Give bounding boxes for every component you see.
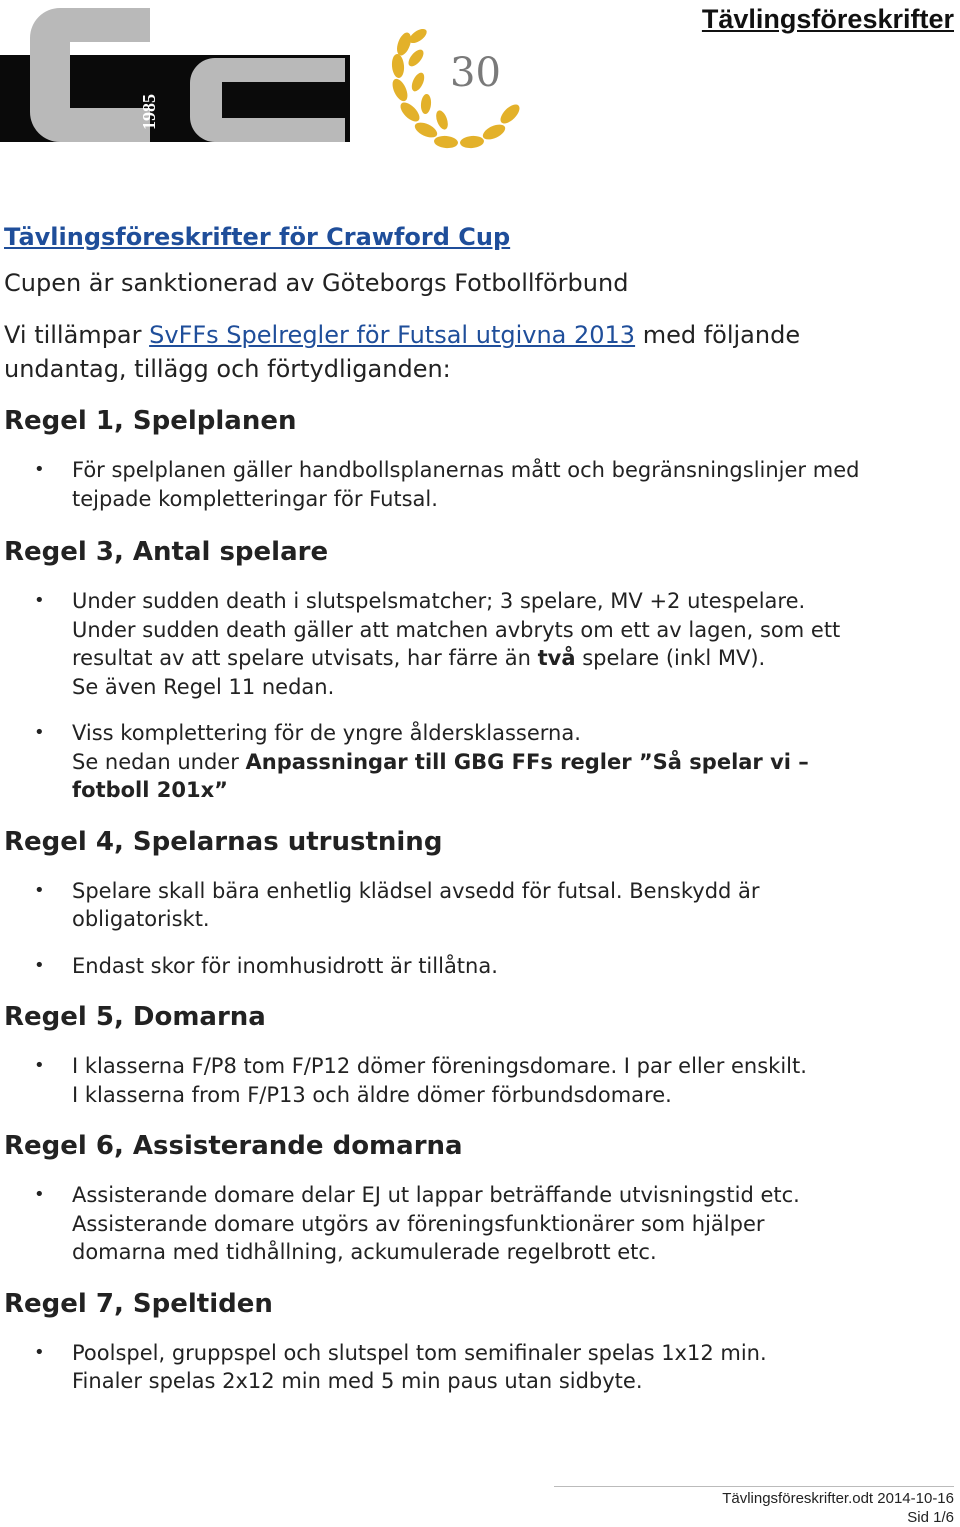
footer-file-date: Tävlingsföreskrifter.odt 2014-10-16	[722, 1490, 954, 1507]
list-item	[4, 1181, 954, 1267]
emphasis-text: två	[537, 646, 576, 670]
list-item-text: Spelare skall bära enhetlig klädsel avsedd för futsal. Benskydd är	[72, 878, 760, 903]
rules-link[interactable]: SvFFs Spelregler för Futsal utgivna 2013	[149, 321, 636, 349]
rule-4-heading: Regel 4, Spelarnas utrustning	[4, 826, 443, 857]
list-item-text: Se nedan under	[72, 749, 246, 774]
header-title: Tävlingsföreskrifter	[701, 4, 954, 34]
list-item-text: Assisterande domare utgörs av föreningsfunktionärer som hjälper	[72, 1211, 765, 1236]
rule-5-heading: Regel 5, Domarna	[4, 1002, 266, 1032]
bullet-icon: •	[34, 879, 45, 901]
rule-3-list	[4, 587, 954, 805]
list-item-text: Poolspel, gruppspel och slutspel tom semifinaler spelas 1x12 min.	[72, 1340, 767, 1365]
page-header	[0, 0, 960, 160]
rule-7-list	[4, 1339, 954, 1396]
bullet-icon: •	[34, 722, 45, 743]
list-item-text: Endast skor för inomhusidrott är tillåtna.	[72, 953, 498, 978]
list-item-text: spelare (inkl MV).	[575, 646, 766, 670]
emphasis-text: Anpassningar till GBG FFs regler ”Så spelar vi –	[245, 749, 809, 774]
apply-text-line2: undantag, tillägg och förtydliganden:	[4, 355, 451, 383]
apply-text: Vi tillämpar	[4, 321, 150, 349]
list-item	[4, 1052, 954, 1109]
logo-year: 1985	[139, 94, 159, 130]
rule-4-list	[4, 877, 954, 981]
list-item-text: domarna med tidhållning, ackumulerade regelbrott etc.	[72, 1240, 657, 1264]
list-item-text: Viss komplettering för de yngre åldersklasserna.	[72, 721, 581, 745]
bullet-icon: •	[34, 1055, 45, 1076]
bullet-icon: •	[34, 1184, 45, 1205]
list-item-text: Finaler spelas 2x12 min med 5 min paus utan sidbyte.	[72, 1369, 643, 1393]
club-logo	[0, 0, 350, 142]
list-item-text: För spelplanen gäller handbollsplanernas mått och begränsningslinjer med	[72, 458, 860, 482]
document-body	[4, 222, 954, 1396]
rule-5-list	[4, 1052, 954, 1109]
sanction-text: Cupen är sanktionerad av Göteborgs Fotbollförbund	[4, 269, 629, 297]
list-item	[4, 877, 954, 934]
rule-7-heading: Regel 7, Speltiden	[4, 1288, 273, 1319]
list-item-text: obligatoriskt.	[72, 907, 210, 931]
list-item-text: Under sudden death i slutspelsmatcher; 3 spelare, MV +2 utespelare.	[72, 589, 806, 613]
list-item-text: resultat av att spelare utvisats, har färre än	[72, 646, 538, 670]
apply-text-end: med följande	[635, 321, 801, 349]
bullet-icon: •	[34, 954, 45, 976]
list-item	[4, 456, 954, 513]
rule-6-heading: Regel 6, Assisterande domarna	[4, 1131, 463, 1161]
list-item	[4, 719, 954, 805]
rule-1-heading: Regel 1, Spelplanen	[4, 406, 297, 436]
rule-1-list	[4, 456, 954, 513]
rule-3-heading: Regel 3, Antal spelare	[4, 537, 329, 567]
laurel-30-icon	[386, 14, 528, 156]
list-item	[4, 1339, 954, 1396]
bullet-icon: •	[34, 590, 45, 611]
bullet-icon: •	[34, 1341, 45, 1363]
list-item	[4, 587, 954, 701]
list-item-text: Assisterande domare delar EJ ut lappar beträffande utvisningstid etc.	[72, 1183, 800, 1207]
list-item-text: I klasserna from F/P13 och äldre dömer förbundsdomare.	[72, 1082, 672, 1107]
emphasis-text: fotboll 201x”	[72, 778, 228, 802]
list-item-text: tejpade kompletteringar för Futsal.	[72, 486, 438, 511]
bullet-icon: •	[34, 459, 45, 480]
rule-6-list	[4, 1181, 954, 1267]
footer-page-number: Sid 1/6	[907, 1509, 954, 1526]
apply-paragraph	[4, 318, 954, 386]
list-item	[4, 952, 954, 981]
list-item-text: Under sudden death gäller att matchen avbryts om ett av lagen, som ett	[72, 617, 841, 642]
page-footer	[554, 1486, 954, 1527]
document-title: Tävlingsföreskrifter för Crawford Cup	[4, 223, 511, 251]
anniversary-number: 30	[450, 50, 501, 96]
list-item-text: Se även Regel 11 nedan.	[72, 674, 335, 699]
list-item-text: I klasserna F/P8 tom F/P12 dömer föreningsdomare. I par eller enskilt.	[72, 1054, 807, 1078]
